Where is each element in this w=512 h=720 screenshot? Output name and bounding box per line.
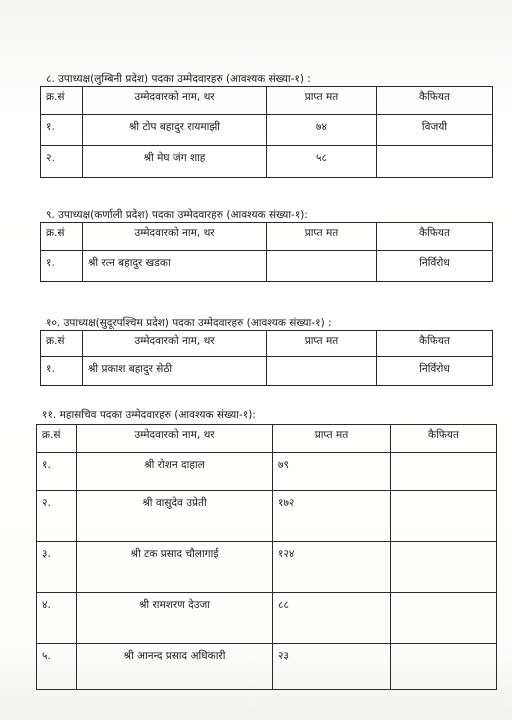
table-row <box>37 542 497 593</box>
header-sn: क्र.सं <box>41 87 83 115</box>
table-row <box>37 453 497 491</box>
cell-votes: ७९ <box>273 453 391 491</box>
header-remark: कैफियत <box>377 331 493 357</box>
table-row <box>41 251 493 282</box>
table-row <box>37 593 497 644</box>
header-remark: कैफियत <box>377 87 493 115</box>
cell-sn: ४. <box>37 593 77 644</box>
cell-name: श्री मेघ जंग शाह <box>83 146 267 178</box>
cell-sn: २. <box>41 146 83 178</box>
cell-remark: विजयी <box>377 115 493 146</box>
cell-votes: ७४ <box>267 115 377 146</box>
cell-sn: १. <box>37 453 77 491</box>
cell-sn: १. <box>41 357 83 386</box>
cell-sn: ५. <box>37 644 77 690</box>
table-section-11 <box>36 424 497 690</box>
cell-sn: २. <box>37 491 77 542</box>
header-name: उम्मेदवारको नाम, थर <box>83 223 267 251</box>
header-votes: प्राप्त मत <box>267 223 377 251</box>
table-header-row <box>41 223 493 251</box>
cell-name: श्री प्रकाश बहादुर सेठी <box>83 357 267 386</box>
cell-name: श्री टक प्रसाद चौलागाई <box>77 542 273 593</box>
cell-remark: निर्विरोध <box>377 251 493 282</box>
table-row <box>41 115 493 146</box>
section-title-11: ११. महासचिव पदका उम्मेदवारहरु (आवश्यक संख्या-१): <box>42 409 256 421</box>
header-votes: प्राप्त मत <box>267 331 377 357</box>
header-remark: कैफियत <box>391 425 497 453</box>
section-title-8: ८. उपाध्यक्ष(लुम्बिनी प्रदेश) पदका उम्मेदवारहरु (आवश्यक संख्या-१) : <box>46 73 311 85</box>
table-row <box>37 491 497 542</box>
cell-remark <box>391 644 497 690</box>
cell-votes <box>267 357 377 386</box>
cell-votes: १७२ <box>273 491 391 542</box>
cell-name: श्री रामशरण देउजा <box>77 593 273 644</box>
table-row <box>37 644 497 690</box>
cell-votes: ५८ <box>267 146 377 178</box>
header-sn: क्र.सं <box>41 331 83 357</box>
cell-name: श्री रत्न बहादुर खडका <box>83 251 267 282</box>
table-section-8 <box>40 86 493 178</box>
cell-name: श्री वासुदेव उप्रेती <box>77 491 273 542</box>
header-name: उम्मेदवारको नाम, थर <box>83 331 267 357</box>
table-row <box>41 146 493 178</box>
cell-sn: ३. <box>37 542 77 593</box>
cell-sn: १. <box>41 251 83 282</box>
header-votes: प्राप्त मत <box>273 425 391 453</box>
header-sn: क्र.सं <box>37 425 77 453</box>
cell-votes: २३ <box>273 644 391 690</box>
header-votes: प्राप्त मत <box>267 87 377 115</box>
cell-votes <box>267 251 377 282</box>
table-row <box>41 357 493 386</box>
cell-votes: ८८ <box>273 593 391 644</box>
table-section-9 <box>40 222 493 282</box>
cell-remark <box>391 542 497 593</box>
cell-remark <box>391 491 497 542</box>
header-remark: कैफियत <box>377 223 493 251</box>
table-header-row <box>41 331 493 357</box>
cell-sn: १. <box>41 115 83 146</box>
header-name: उम्मेदवारको नाम, थर <box>77 425 273 453</box>
cell-name: श्री टोप बहादुर रायमाझी <box>83 115 267 146</box>
cell-remark <box>391 593 497 644</box>
cell-remark <box>391 453 497 491</box>
table-section-10 <box>40 330 493 386</box>
cell-name: श्री रोशन दाहाल <box>77 453 273 491</box>
cell-votes: १२४ <box>273 542 391 593</box>
cell-remark: निर्विरोध <box>377 357 493 386</box>
header-name: उम्मेदवारको नाम, थर <box>83 87 267 115</box>
cell-remark <box>377 146 493 178</box>
section-title-10: १०. उपाध्यक्ष(सुदूरपश्चिम प्रदेश) पदका उम्मेदवारहरु (आवश्यक संख्या-१) : <box>46 317 332 329</box>
section-title-9: ९. उपाध्यक्ष(कर्णाली प्रदेश) पदका उम्मेदवारहरु (आवश्यक संख्या-१): <box>46 209 308 221</box>
header-sn: क्र.सं <box>41 223 83 251</box>
table-header-row <box>37 425 497 453</box>
cell-name: श्री आनन्द प्रसाद अधिकारी <box>77 644 273 690</box>
table-header-row <box>41 87 493 115</box>
